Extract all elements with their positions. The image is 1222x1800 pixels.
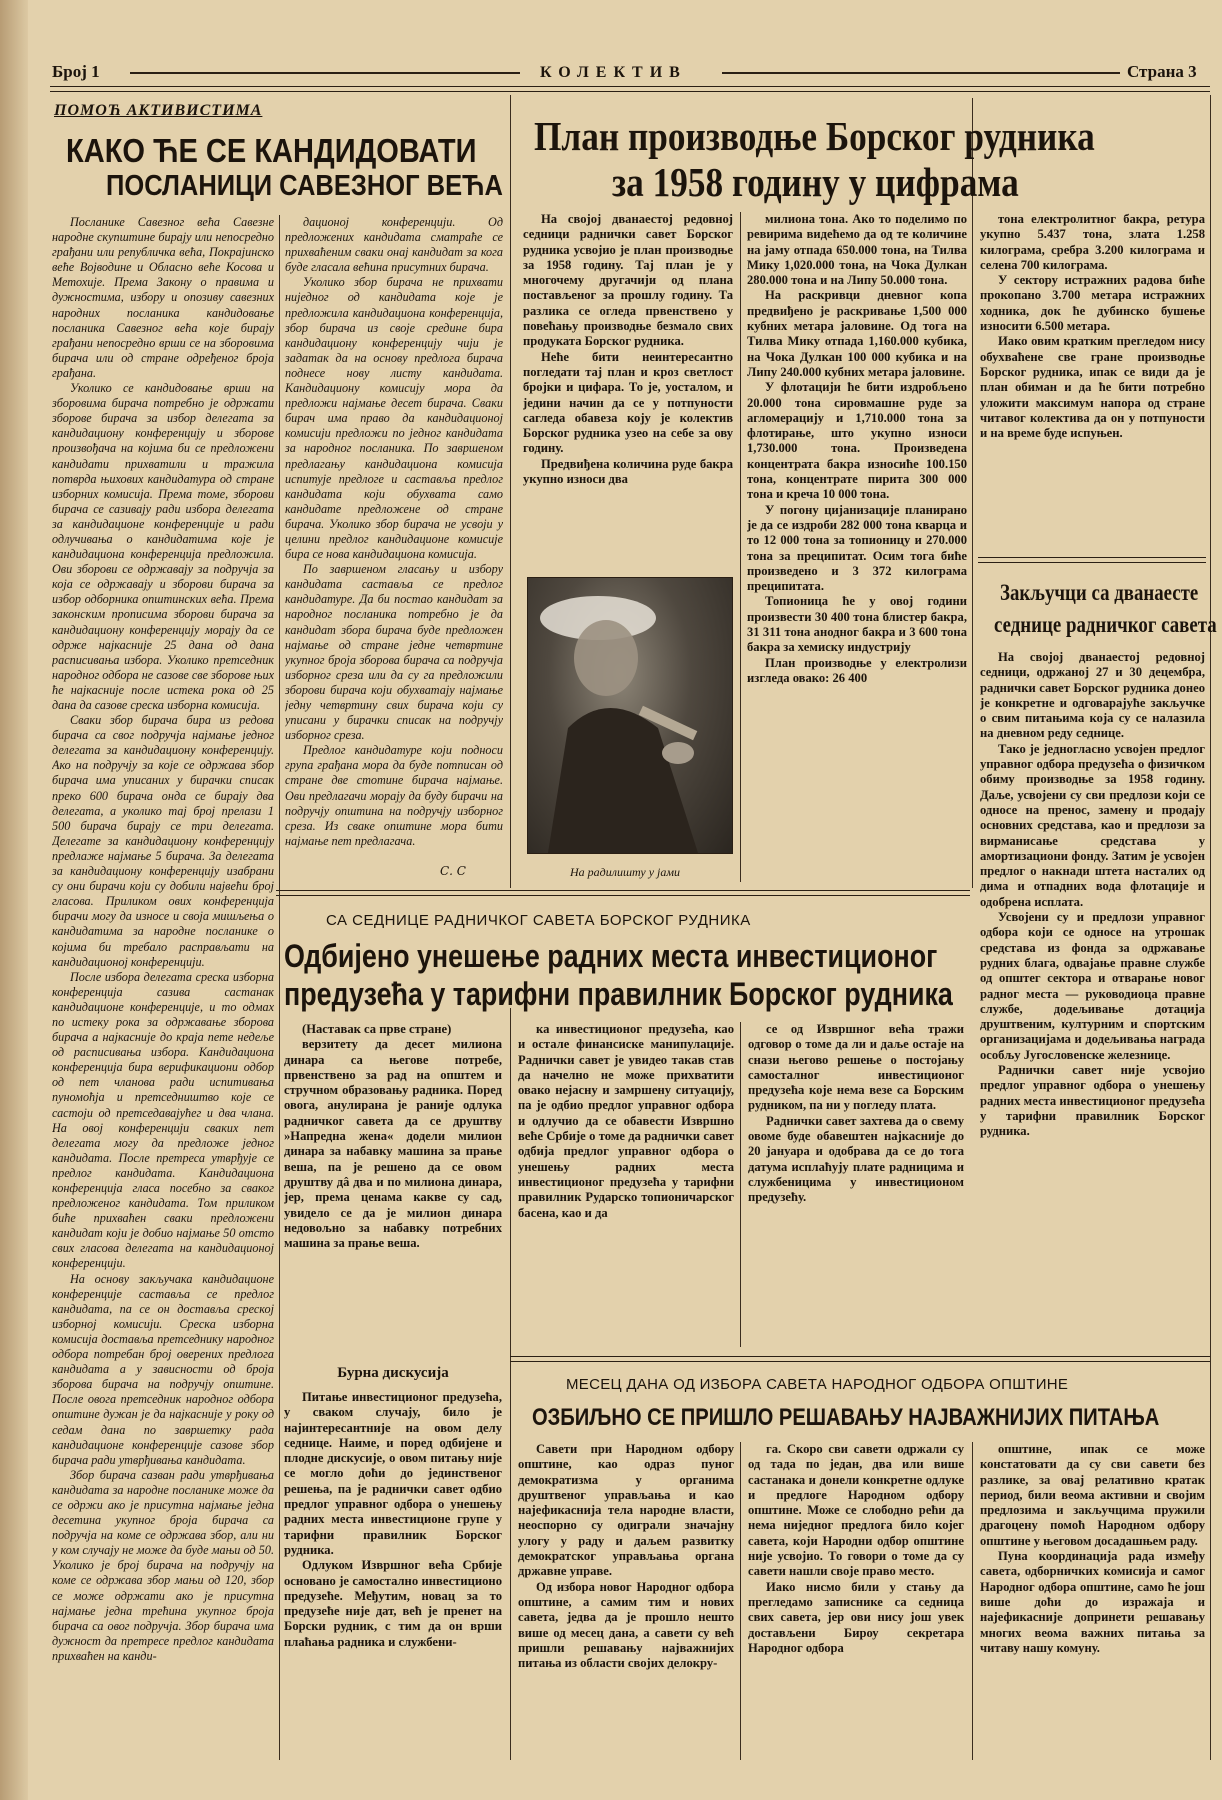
issue-number: Број 1 <box>52 62 100 81</box>
paragraph: На својој дванаестој редовној седници, одржаној 27 и 30 децембра, раднички савет Борског рудника донео је конкретне и одговарајуће закључке о свим питањима која су се налазила на дневном реду седнице. <box>980 650 1205 741</box>
separator-vertical <box>740 1442 741 1760</box>
article5-kicker: МЕСЕЦ ДАНА ОД ИЗБОРА САВЕТА НАРОДНОГ ОДБОРА ОПШТИНЕ <box>566 1376 1069 1393</box>
paragraph: тона електролитног бакра, ретура укупно 5.437 тона, злата 1.258 килограма, сребра 3.200 килограма и селена 700 килограма. <box>980 212 1205 272</box>
paragraph: У флотацији ће бити издробљено 20.000 тона сировмашне руде за агломерацију и 1,710.000 тона за флотирање, што укупно износи 1,730.000 тона. Произведена концентрата бакра износиће 100.150 тона, концентрате пирита 300 000 тона и креча 10 000 тона. <box>747 380 967 502</box>
miner-illustration <box>528 578 732 853</box>
article2-column-2 <box>747 212 967 887</box>
article4-column-3 <box>748 1022 964 1347</box>
paragraph: Уколико се кандидовање врши на зборовима бирача потребно је одржати зборове бирача за избор делегата за кандидациону конференцију и зборове произвођача на којима би се предложени кандидати прихватили и тражила потврда њихових кандидатура од стране изборних комисија. Према томе, зборови бирача се сазивају ради избора делегата за кандидационе конференције и ради одлучивања о кандидатима које је кандидациона конференција предложила. Ови зборови се одржавају за подручја за која се одржавају и зборови бирача за избор одборника општинских већа. Према законским прописима зборови бирача за кандидациону конференцију морају да се одрже најкасније 25 дана од дана расписивања избора. Уколико претседник народног одбора не сазове све зборове њих ће најкасније после истека рока од 25 дана да сазове среска изборна комисија. <box>52 381 274 712</box>
article5-column-1 <box>518 1442 734 1760</box>
article3-title-line1: Закључци са дванаесте <box>1000 580 1199 605</box>
separator-vertical <box>1210 95 1211 1760</box>
paragraph: На својој дванаестој редовној седници раднички савет Борског рудника усвојио је план производње за 1958 годину. Тај план је у многочему другачији од плана постављеног за прошлу годину. Та разлика се огледа првенствено у повећању производње безмало свих продуката Борског рудника. <box>523 212 733 349</box>
paragraph: После избора делегата среска изборна конференција сазива састанак кандидационе конференције, и то одмах по истеку рока за одржавање зборова бирача а најкасније до краја пете недеље од расписивања избора. Кандидациона конференција бира верификациони одбор од пет чланова ради испитивања пуномоћја и претседништво које се састоји од претседавајућег и два члана. На овој конференцији сваких пет делегата могу да предложе једног кандидата. После претреса утврђује се предлог кандидата. Кандидациона конференција гласа посебно за сваког предложеног кандидата. Том приликом биће прихваћен сваки предложени кандидат који је добио најмање 50 отсто свих гласова делегата на кандидационој конференцији. <box>52 969 274 1271</box>
article1-title-line2: ПОСЛАНИЦИ САВЕЗНОГ ВЕЋА <box>106 170 503 202</box>
paragraph: Иако овим кратким прегледом нису обухваћене све гране производње Борског рудника, ипак се види да је план обиман и да ће бити потребно уложити максимум напора од стране читавог колектива да он у потпуности и на време буде испуњен. <box>980 334 1205 441</box>
miner-photo <box>527 577 733 854</box>
article3-top-rule <box>978 557 1206 563</box>
article5-title: ОЗБИЉНО СЕ ПРИШЛО РЕШАВАЊУ НАЈВАЖНИЈИХ ПИТАЊА <box>532 1404 1160 1431</box>
article2-column-3 <box>980 212 1205 547</box>
paragraph: На основу закључака кандидационе конференције саставља се предлог кандидата, па се он доставља среској изборној комисији. Среска изборна комисија доставља претседнику народног одбора потребан број оверених предлога кандидата а у зависности од броја зборова бирача на подручју општине. После овога претседник народног одбора општине дужан је да најкасније у року од седам дана по завршетку рада кандидационе конференције сазове збор бирача ради утврђивања кандидата. <box>52 1271 274 1467</box>
paragraph: У погону цијанизације планирано је да се издроби 282 000 тона кварца и то 12 000 тона за топионицу и 270.000 тона за преципитат. Осим тога биће произведено и 3 372 килограма преципитата. <box>747 502 967 594</box>
paragraph: општине, ипак се може констатовати да су сви савети без разлике, за овај релативно кратак период, били веома активни и својим предлозима и закључцима пружили драгоцену помоћ Народном одбору општине у његовом досадашњем раду. <box>980 1442 1205 1548</box>
article1-column-2 <box>285 215 503 855</box>
separator-vertical <box>740 212 741 882</box>
separator-vertical <box>510 1008 511 1760</box>
paragraph: По завршеном гласању и избору кандидата саставља се предлог кандидатуре. Да би постао кандидат за народног посланика потребно је да кандидат збора бирача буде предложен најмање од стране једне четвртине укупног броја зборова бирача са подручја изборног среза или да су га предложили зборови бирача који обухватају најмање једну четвртину свих бирача који су уписани у бирачки списак на подручју изборног среза. <box>285 562 503 743</box>
header-rule-left <box>130 72 520 74</box>
paragraph: Неће бити неинтересантно погледати тај план и кроз светлост бројки и цифара. То је, уосталом, и једини начин да се у потпуности сагледа обавеза коју је колектив Борског рудника узео на себе за ову годину. <box>523 349 733 456</box>
paragraph: дационој конференцији. Од предложених кандидата сматраће се прихваћеним сваки онај кандидат за кога буде гласала већина присутних бирача. <box>285 215 503 275</box>
paragraph: верзитету да десет милиона динара са његове потребе, првенствено за рад на општем и стручном образовању радника. Поред овога, анулирана је раније одлука радничког савета да се друштву »Напредна жена« додели милион динара за набавку машина за прање веша, па је решено да се овом друштву дâ два и по милиона динара, јер, према ценама какве су сад, увидело се да је милион динара недовољно за набавку потребних машина за прање веша. <box>284 1037 502 1251</box>
paragraph: Раднички савет није усвојио предлог управног одбора о унешењу радних места инвестиционог предузећа у тарифни правилник Борског рудника. <box>980 1063 1205 1139</box>
article5-top-rule <box>510 1356 1210 1362</box>
masthead: КОЛЕКТИВ <box>540 64 687 81</box>
paragraph: Збор бирача сазван ради утврђивања кандидата за народне посланике може да се одржи ако је присутна најмање једна десетина укупног броја бирача са подручја на коме се одржава збор, али ни у ком случају не може да буде мањи од 50. Уколико је број бирача на подручју на коме се одржава збор мањи од 120, збор се може одржати ако је присутна најмање једна трећина укупног броја бирача са овог подручја. Збор бирача има дужност да претресе предлог кандидата прихваћен на канди- <box>52 1467 274 1663</box>
article1-title-line1: КАКО ЋЕ СЕ КАНДИДОВАТИ <box>66 132 477 169</box>
article1-signature: С. С <box>440 864 466 878</box>
article1-column-1 <box>52 215 274 1760</box>
paragraph: Предвиђена количина руде бакра укупно износи два <box>523 456 733 487</box>
header-rule-right <box>722 72 1120 74</box>
separator-vertical <box>510 95 511 888</box>
paragraph: Предлог кандидатуре који подноси група грађана мора да буде потписан од стране две стотине бирача најмање. Ови предлагачи морају да буду бирачи на подручју општина на подручју изборног среза. Из сваке општине мора бити најмање пет предлагача. <box>285 743 503 848</box>
article5-column-2 <box>748 1442 964 1760</box>
separator-vertical <box>279 215 280 1760</box>
paragraph: Посланике Савезног већа Савезне народне скупштине бирају или непосредно грађани или републичка већа, Покрајинско веће Војводине и Обласно веће Косова и Метохије. Према Закону о правима и дужностима, избору и опозиву савезних народних посланика кандидовање посланика Савезног већа које бирају грађани непосредно врши се на зборовима бирача или од стране одређеног броја грађана. <box>52 215 274 380</box>
paragraph: Уколико збор бирача не прихвати ниједног од кандидата које је предложила кандидациона конференција, збор бирача из своје средине бира кандидациону конференцију чији је задатак да на основу предлога бирача поднесе нову листу кандидата. Кандидациону комисију мора да предложи најмање десет бирача. Сваки бирач има право да кандидационој комисији предложи по једног кандидата за народног посланика. По завршеном предлагању кандидациона комисија испитује предлоге и саставља предлог кандидата који обухвата само кандидате предложене од стране бирача. Уколико збор бирача не усвоји у целини предлог кандидационе комисије бира се нова кандидациона комисија. <box>285 275 503 562</box>
photo-caption: На радилишту у јами <box>570 865 681 879</box>
header-double-rule <box>50 86 1210 92</box>
separator-vertical <box>972 98 973 888</box>
paragraph: Питање инвестиционог предузећа, у сваком случају, било је најинтересантније на овом делу седнице. Наиме, и поред одбијене и плодне дискусије, о овом питању није се могло доћи до јединственог решења, па је раднички савет одбио предлог управног одбора о унешењу радних места инвестиционе групе у тарифни правилник Борског рудника. <box>284 1390 502 1557</box>
paragraph: На раскривци дневног копа предвиђено је раскривање 1,500 000 кубних метара јаловине. Од тога на Тилва Мику отпада 1,160.000 кубика, на Чока Дулкан 100 000 кубика и на Липу 240.000 кубних метара јаловине. <box>747 288 967 379</box>
separator-vertical <box>972 1442 973 1760</box>
article4-subhead: Бурна дискусија <box>337 1365 449 1381</box>
paragraph: Топионица ће у овој години произвести 30 400 тона блистер бакра, 31 311 тона анодног бакра и 3 600 тона бакра за хемиску индустрију <box>747 594 967 655</box>
paragraph: Раднички савет захтева да о свему овоме буде обавештен најкасније до 20 јануара и одобрава да се до тога датума исплаћују плате радницима и службеницима у инвестиционом предузећу. <box>748 1113 964 1205</box>
article3-body <box>980 650 1205 1350</box>
article2-title-line1: План производње Борског рудника <box>534 113 1095 159</box>
paragraph: (Наставак са прве стране) <box>302 1022 452 1036</box>
paragraph: ка инвестиционог предузећа, као и остале финансиске манипулације. Раднички савет је увидео такав став да начелно не може прихватити овако нејасну и замршену ситуацију, па је одбио предлог управног одбора и одлучио да се обавести Извршно веће Србије о томе да раднички савет одбија предлог управног одбора о унешењу радних места инвестиционог предузећа у тарифни правилник Рударско топионичарског басена, као и да <box>518 1022 734 1220</box>
paragraph: Од избора новог Народног одбора општине, а самим тим и нових савета, једва да је прошло нешто више од месец дана, а савети су већ пришли решавању најважнијих питања из области својих делокру- <box>518 1579 734 1671</box>
paragraph: Пуна координација рада између савета, одборничких комисија и самог Народног одбора општине, само ће још више доћи до изражаја и најефикасније допринети решавању многих веома важних питања за читаву нашу комуну. <box>980 1549 1205 1655</box>
paragraph: У сектору истражних радова биће прокопано 3.700 метара истражних ходника, док ће дубинско бушење износити 6.500 метара. <box>980 273 1205 334</box>
paragraph: га. Скоро сви савети одржали су од тада по један, два или више састанака и донели конкретне одлуке и предлоге Народном одбору општине. Може се слободно рећи да нема ниједног предлога било којег савета, који Народни одбор општине није усвојио. То говори о томе да су савети нашли своје право место. <box>748 1442 964 1579</box>
article2-title-line2: за 1958 годину у цифрама <box>612 159 1019 205</box>
paragraph: Тако је једногласно усвојен предлог управног одбора предузећа о физичком обиму производње за 1958 годину. Даље, усвојени су сви предлози који се односе на пренос, замену и продају основних средстава, као и предлози за вирманисање средстава у амортизациони фонду. Затим је усвојен предлог о накнади штета насталих од дима и отпадних вода флотације и одобрена исплата. <box>980 741 1205 909</box>
paragraph: милиона тона. Ако то поделимо по ревирима видећемо да од те количине на јаму отпада 650.000 тона, на Тилва Мику 1,020.000 тона, на Чока Дулкан 280.000 тона и на Липу 50.000 тона. <box>747 212 967 288</box>
article4-column-2 <box>518 1022 734 1347</box>
separator-vertical <box>740 1022 741 1347</box>
paragraph: План производње у електролизи изгледа овако: 26 400 <box>747 655 967 685</box>
paragraph: Савети при Народном одбору општине, као одраз пуног демократизма у органима друштвеног управљања и као најефикаснија тела народне власти, неоспорно су одиграли значајну улогу у раду и даљем развитку демократског управљања органа државне управе. <box>518 1442 734 1579</box>
paragraph: се од Извршног већа тражи одговор о томе да ли и даље остаје на снази његово решење о постојању самосталног инвестиционог предузећа које нема везе са Борским рудником, па ни у погледу плата. <box>748 1022 964 1113</box>
article5-column-3 <box>980 1442 1205 1760</box>
article2-column-1 <box>523 212 733 572</box>
article4-top-rule <box>276 890 970 896</box>
article1-kicker: ПОМОЋ АКТИВИСТИМА <box>54 102 263 119</box>
article4-column-1 <box>284 1022 502 1357</box>
page-number: Страна 3 <box>1127 62 1197 81</box>
article4-title-line2: предузећа у тарифни правилник Борског рудника <box>284 976 953 1012</box>
article4-kicker: СА СЕДНИЦЕ РАДНИЧКОГ САВЕТА БОРСКОГ РУДНИКА <box>326 912 751 929</box>
paragraph: Иако нисмо били у стању да прегледамо записнике са седница свих савета, јер ови нису још увек достављени Бироу секретара Народног одбора <box>748 1579 964 1655</box>
paragraph: Усвојени су и предлози управног одбора који се односе на утрошак средстава из фонда за одржавање рудних блага, одвајање правне службе од општег сектора и отварање новог радног места — руководиоца правне службе, додељивање дотација друштвеним, културним и спортским организацијама и додељивања награда особљу Југословенске железнице. <box>980 910 1205 1062</box>
paragraph: Одлуком Извршног већа Србије основано је самостално инвестиционо предузеће. Међутим, новац за то предузеће није дат, већ је пренет на Борски рудник, с тим да он врши плаћања радника и службени- <box>284 1558 502 1649</box>
article4-column-1b <box>284 1390 502 1760</box>
article4-title-line1: Одбијено унешење радних места инвестиционог <box>284 938 938 974</box>
paragraph: Сваки збор бирача бира из редова бирача са свог подручја најмање једног делегата за кандидациону конференцију. Ако на подручју за које се одржава збор бирача има уписаних у бирачки списак преко 600 бирача онда се бирају два делегата, а уколико тај број прелази 1 500 бирача бирају се три делегата. Делегате за кандидациону конференцију предлаже најмање 5 бирача. За делегата за кандидациону конференцију изабрани су они бирачи који су добили највећи број гласова. Приликом ових конференција бирачи могу да износе и своја мишљења о кандидатима за народне посланике о којима би требало расправљати на кандидационој конференцији. <box>52 713 274 969</box>
article3-title-line2: седнице радничког савета <box>994 612 1217 637</box>
